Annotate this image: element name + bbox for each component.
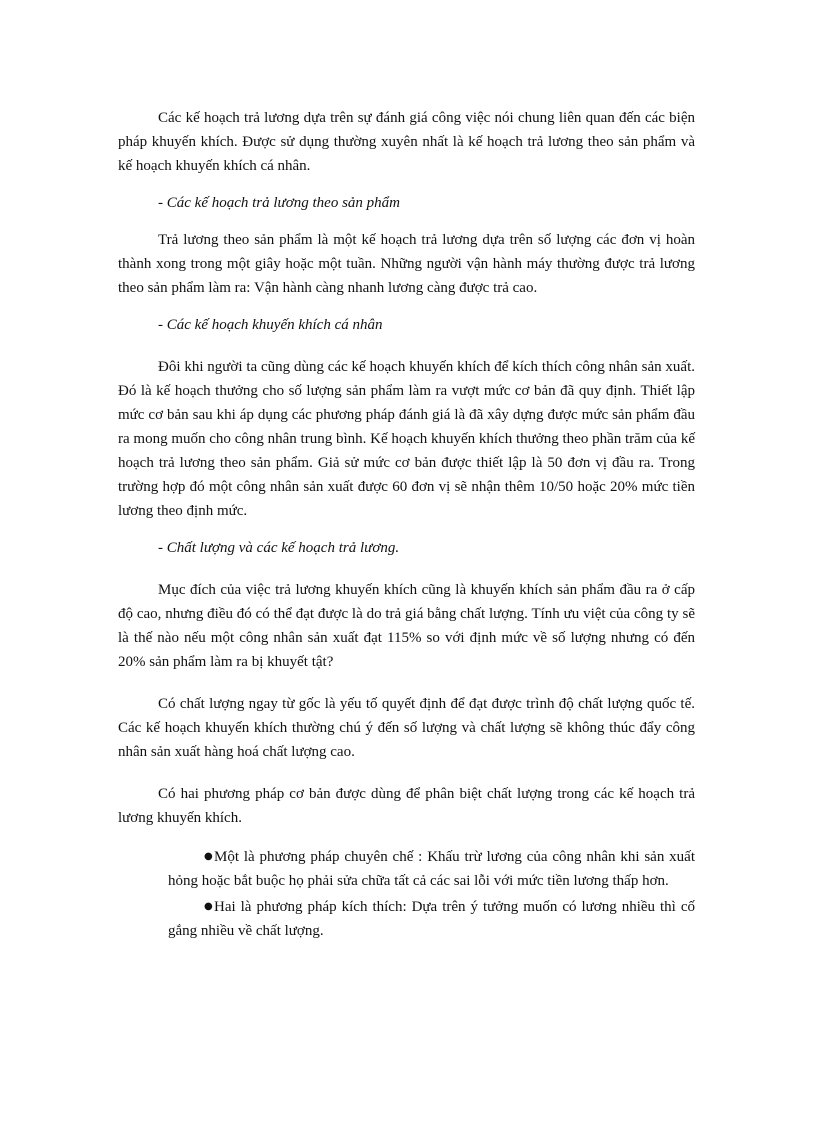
method-list: [118, 845, 695, 943]
bullet-icon: ●: [204, 901, 213, 912]
section-heading-product-pay: - Các kế hoạch trả lương theo sản phẩm: [158, 195, 400, 211]
paragraph-quality-2: Có chất lượng ngay từ gốc là yếu tố quyết định để đạt được trình độ chất lượng quốc tế. Các kế hoạch khuyến khích thường chú ý đến số lượng và chất lượng sẽ không thúc đẩy công nhân sản xuất hàng hoá chất lượng cao.: [118, 696, 695, 760]
list-item: [168, 845, 695, 893]
list-item-text: Hai là phương pháp kích thích: Dựa trên ý tưởng muốn có lương nhiều thì cố gắng nhiều về chất lượng.: [168, 899, 695, 939]
list-item-text: Một là phương pháp chuyên chế : Khấu trừ lương của công nhân khi sản xuất hỏng hoặc bắt buộc họ phải sửa chữa tất cả các sai lỗi với mức tiền lương thấp hơn.: [168, 849, 695, 889]
list-item: [168, 895, 695, 943]
section-heading-individual-incentive: - Các kế hoạch khuyến khích cá nhân: [158, 317, 383, 333]
paragraph-quality-1: Mục đích của việc trả lương khuyến khích cũng là khuyến khích sản phẩm đầu ra ở cấp độ cao, nhưng điều đó có thể đạt được là do trả giá bằng chất lượng. Tính ưu việt của công ty sẽ là thế nào nếu một công nhân sản xuất đạt 115% so với định mức về số lượng nhưng có đến 20% sản phẩm làm ra bị khuyết tật?: [118, 582, 695, 670]
paragraph-product-pay: Trả lương theo sản phẩm là một kế hoạch trả lương dựa trên số lượng các đơn vị hoàn thành xong trong một giây hoặc một tuần. Những người vận hành máy thường được trả lương theo sản phẩm làm ra: Vận hành càng nhanh lương càng được trả cao.: [118, 232, 695, 296]
document-body: [118, 106, 695, 943]
bullet-icon: ●: [204, 851, 213, 862]
paragraph-quality-3: Có hai phương pháp cơ bản được dùng để phân biệt chất lượng trong các kế hoạch trả lương khuyến khích.: [118, 786, 695, 826]
intro-paragraph: Các kế hoạch trả lương dựa trên sự đánh giá công việc nói chung liên quan đến các biện pháp khuyến khích. Được sử dụng thường xuyên nhất là kế hoạch trả lương theo sản phẩm và kế hoạch khuyến khích cá nhân.: [118, 110, 695, 174]
section-heading-quality: - Chất lượng và các kế hoạch trả lương.: [158, 540, 400, 556]
paragraph-individual-incentive: Đôi khi người ta cũng dùng các kế hoạch khuyến khích để kích thích công nhân sản xuất. Đó là kế hoạch thưởng cho số lượng sản phẩm làm ra vượt mức cơ bản đã quy định. Thiết lập mức cơ bản sau khi áp dụng các phương pháp đánh giá là đã xây dựng được mức sản phẩm đầu ra mong muốn cho công nhân trung bình. Kế hoạch khuyến khích thưởng theo phần trăm của kế hoạch trả lương theo sản phẩm. Giả sử mức cơ bản được thiết lập là 50 đơn vị đầu ra. Trong trường hợp đó một công nhân sản xuất được 60 đơn vị sẽ nhận thêm 10/50 hoặc 20% mức tiền lương theo định mức.: [118, 359, 695, 519]
